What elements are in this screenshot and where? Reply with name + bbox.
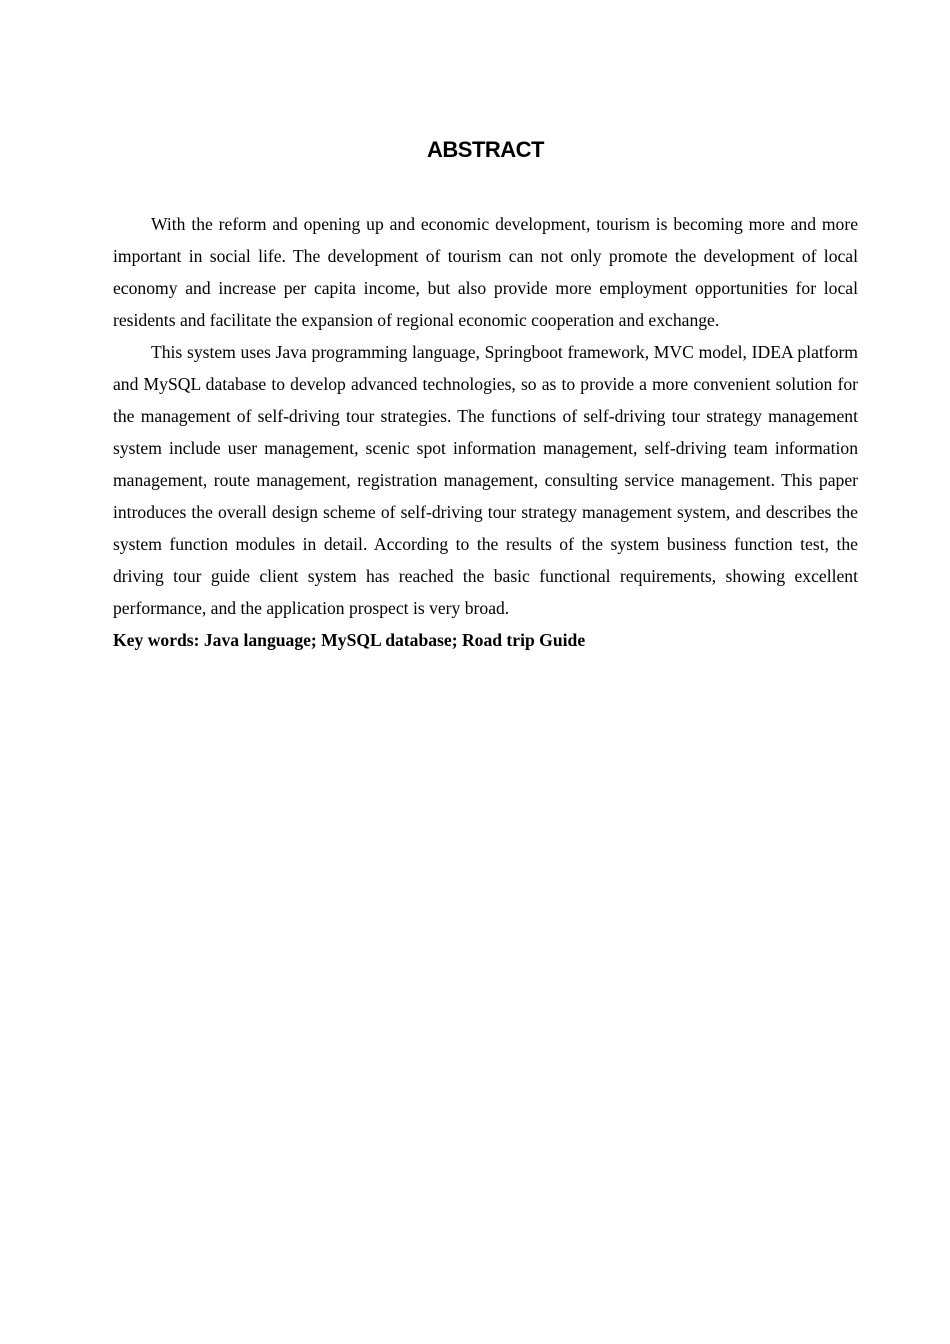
abstract-paragraph-1: With the reform and opening up and economic development, tourism is becoming more and more important in social life. The development of tourism can not only promote the development of local economy and increase per capita income, but also provide more employment opportunities for local residents and facilitate the expansion of regional economic cooperation and exchange.: [113, 214, 858, 330]
abstract-paragraph-2: This system uses Java programming language, Springboot framework, MVC model, IDEA platform and MySQL database to develop advanced technologies, so as to provide a more convenient solution for the management of self-driving tour strategies. The functions of self-driving tour strategy management system include user management, scenic spot information management, self-driving team information management, route management, registration management, consulting service management. This paper introduces the overall design scheme of self-driving tour strategy management system, and describes the system function modules in detail. According to the results of the system business function test, the driving tour guide client system has reached the basic functional requirements, showing excellent performance, and the application prospect is very broad.: [113, 342, 858, 618]
keywords-line: Key words: Java language; MySQL database; Road trip Guide: [113, 630, 586, 650]
abstract-body: [113, 208, 858, 656]
abstract-title: ABSTRACT: [427, 137, 544, 162]
